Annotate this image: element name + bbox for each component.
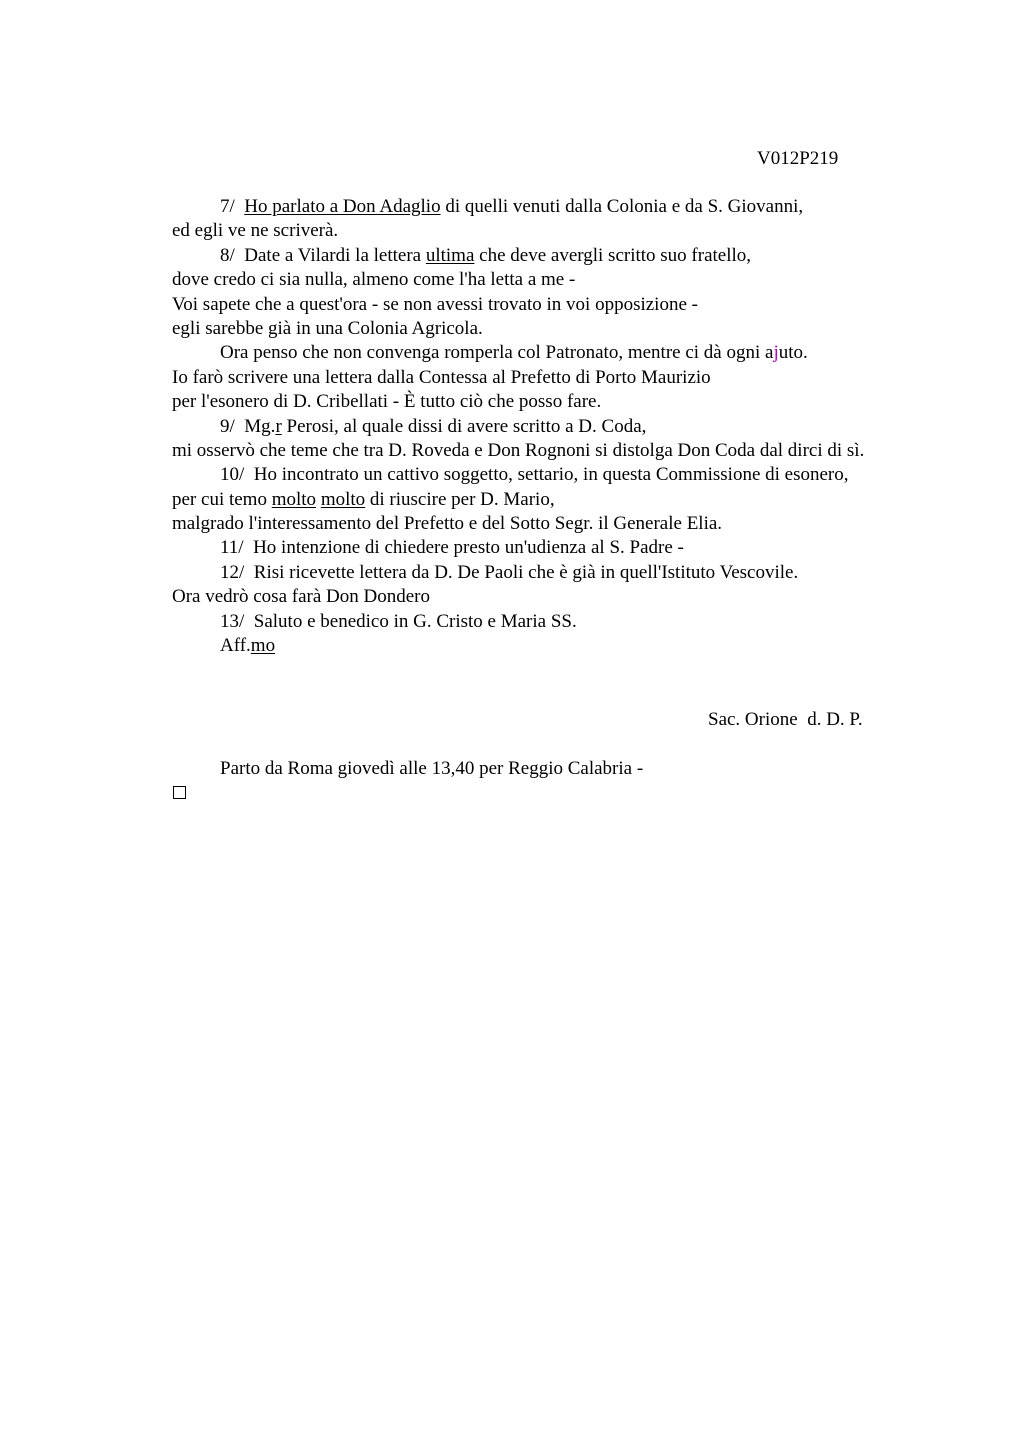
paragraph-text: che deve avergli scritto suo fratello, xyxy=(474,244,752,266)
paragraph-text: Perosi, al quale dissi di avere scritto a D. Coda, xyxy=(281,415,647,437)
underlined-text: Ho parlato a Don Adaglio xyxy=(244,196,441,217)
paragraph-number: 11/ xyxy=(220,537,254,559)
paragraph-7-line-2: ed egli ve ne scriverà. xyxy=(172,220,339,242)
paragraph-10-line-3: malgrado l'interessamento del Prefetto e del Sotto Segr. il Generale Elia. xyxy=(172,513,723,535)
paragraph-number: 10/ xyxy=(220,464,254,486)
underlined-superscript: mo xyxy=(250,635,276,657)
closing-affectionate xyxy=(172,634,912,658)
paragraph-8-line-3: Voi sapete che a quest'ora - se non avessi trovato in voi opposizione - xyxy=(172,293,698,315)
reference-code: V012P219 xyxy=(757,148,839,169)
paragraph-text: Saluto e benedico in G. Cristo e Maria SS. xyxy=(253,610,577,632)
paragraph-text: Ho intenzione di chiedere presto un'udienza al S. Padre - xyxy=(253,537,684,559)
paragraph-text: Date a Vilardi la lettera xyxy=(244,244,426,266)
paragraph-8-line-4: egli sarebbe già in una Colonia Agricola. xyxy=(172,317,483,339)
paragraph-8-line-5 xyxy=(172,341,912,365)
paragraph-8-line-1 xyxy=(172,244,912,268)
highlighted-letter: j xyxy=(773,342,779,364)
paragraph-text: di riuscire per D. Mario, xyxy=(365,488,555,510)
paragraph-13-line-1 xyxy=(172,610,912,634)
paragraph-number: 9/ xyxy=(220,415,245,437)
underlined-superscript: r xyxy=(275,415,282,437)
paragraph-text: Ora penso che non convenga romperla col Patronato, mentre ci dà ogni a xyxy=(220,342,774,364)
paragraph-7-line-1 xyxy=(172,195,912,219)
paragraph-text: Ho incontrato un cattivo soggetto, settario, in questa Commissione di esonero, xyxy=(253,464,849,486)
paragraph-10-line-1 xyxy=(172,463,912,487)
paragraph-text: uto. xyxy=(778,342,808,364)
paragraph-text: di quelli venuti dalla Colonia e da S. Giovanni, xyxy=(440,196,804,217)
abbreviation: Aff. xyxy=(220,635,251,657)
paragraph-8-line-7: per l'esonero di D. Cribellati - È tutto ciò che posso fare. xyxy=(172,391,602,413)
abbreviation: Mg. xyxy=(244,415,276,437)
paragraph-number: 13/ xyxy=(220,610,254,632)
paragraph-10-line-2 xyxy=(172,488,912,512)
paragraph-11-line-1 xyxy=(172,536,912,560)
paragraph-8-line-6: Io farò scrivere una lettera dalla Contessa al Prefetto di Porto Maurizio xyxy=(172,366,711,388)
empty-box-icon xyxy=(173,786,186,799)
paragraph-number: 12/ xyxy=(220,561,254,583)
underlined-text: molto xyxy=(271,488,317,510)
signature: Sac. Orione d. D. P. xyxy=(708,709,863,730)
paragraph-9-line-1 xyxy=(172,415,912,439)
paragraph-12-line-2: Ora vedrò cosa farà Don Dondero xyxy=(172,586,430,608)
letter-body xyxy=(172,195,912,658)
paragraph-number: 8/ xyxy=(220,244,245,266)
paragraph-12-line-1 xyxy=(172,561,912,585)
paragraph-8-line-2: dove credo ci sia nulla, almeno come l'ha letta a me - xyxy=(172,269,576,291)
paragraph-9-line-2: mi osservò che teme che tra D. Roveda e Don Rognoni si distolga Don Coda dal dirci di sì. xyxy=(172,439,865,461)
underlined-text: ultima xyxy=(425,244,475,266)
paragraph-text: Risi ricevette lettera da D. De Paoli che è già in quell'Istituto Vescovile. xyxy=(253,561,799,583)
paragraph-text: per cui temo xyxy=(172,488,272,510)
paragraph-number: 7/ xyxy=(220,196,245,217)
underlined-text: molto xyxy=(320,488,366,510)
postscript: Parto da Roma giovedì alle 13,40 per Reggio Calabria - xyxy=(220,758,644,779)
